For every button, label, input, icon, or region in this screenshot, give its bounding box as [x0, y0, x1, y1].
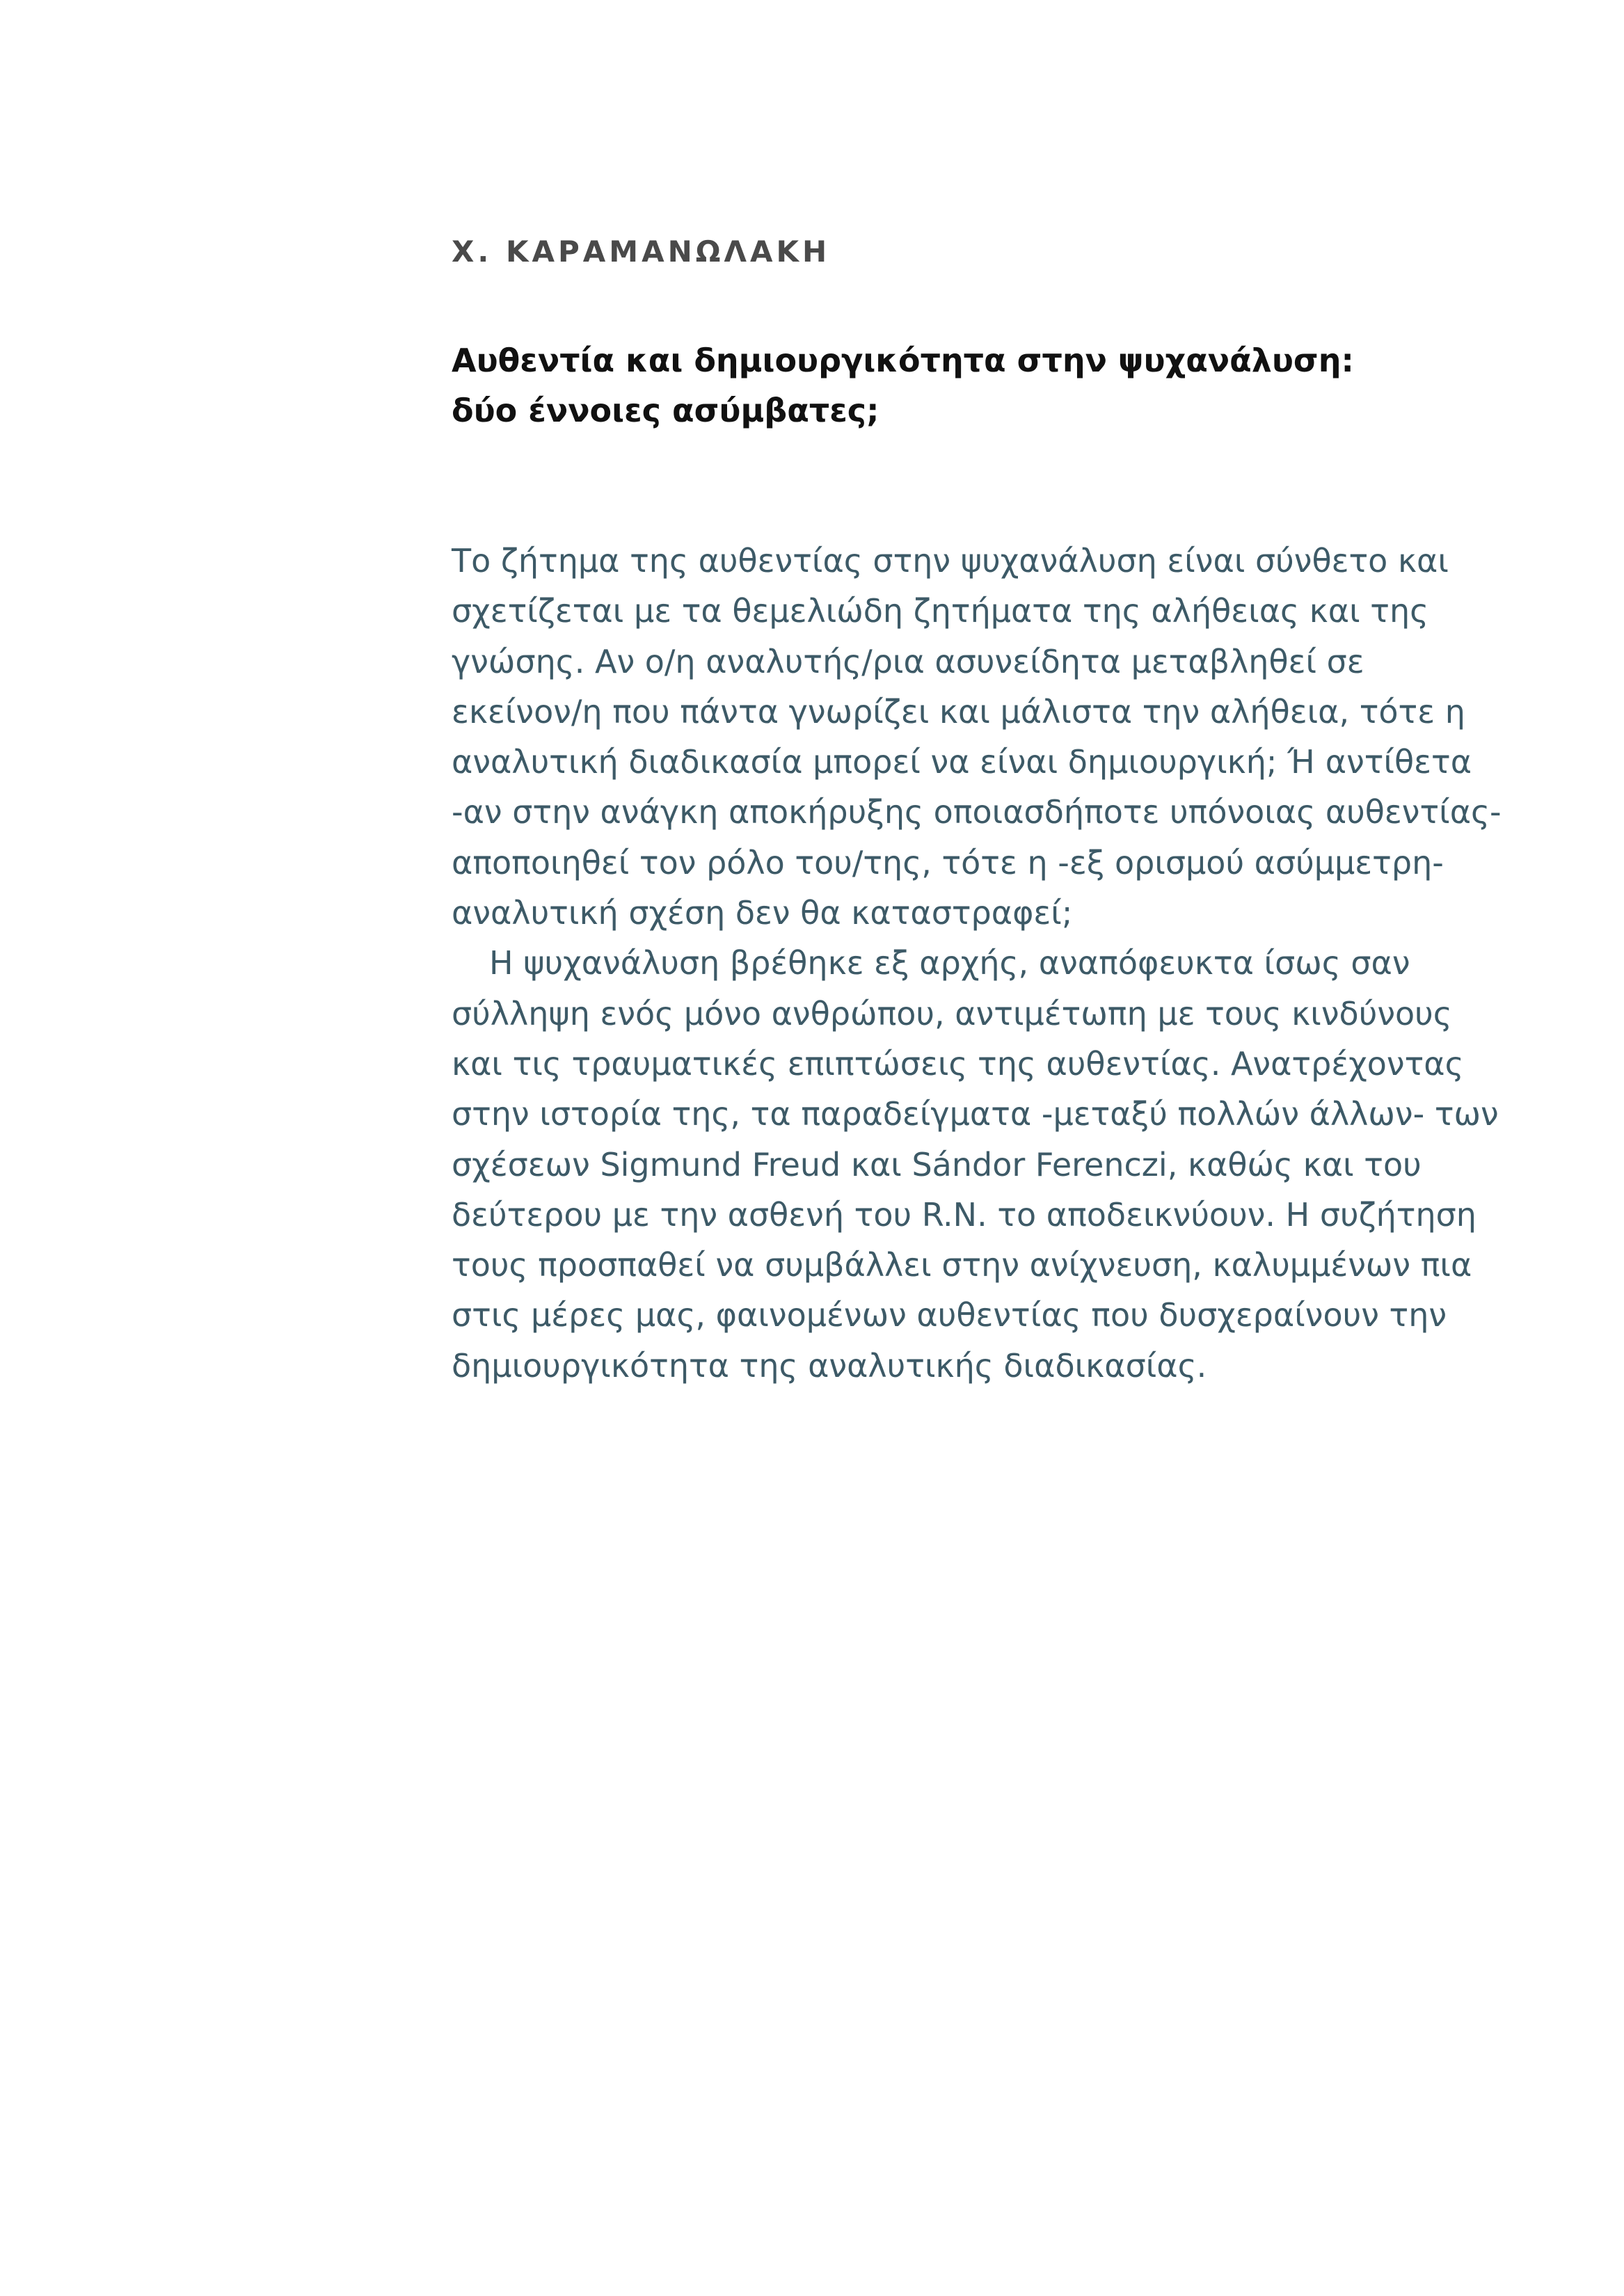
- abstract-line: τους προσπαθεί να συμβάλλει στην ανίχνευση, καλυμμένων πια: [452, 1246, 1472, 1284]
- abstract-line: δημιουργικότητα της αναλυτικής διαδικασίας.: [452, 1346, 1207, 1385]
- abstract-line: εκείνον/η που πάντα γνωρίζει και μάλιστα την αλήθεια, τότε η: [452, 692, 1465, 731]
- abstract-line: αποποιηθεί τον ρόλο του/της, τότε η -εξ ορισμού ασύμμετρη-: [452, 843, 1444, 882]
- abstract-line: αναλυτική διαδικασία μπορεί να είναι δημιουργική; Ή αντίθετα: [452, 743, 1472, 781]
- abstract-line: γνώσης. Αν ο/η αναλυτής/ρια ασυνείδητα μεταβληθεί σε: [452, 642, 1364, 680]
- abstract-line: αναλυτική σχέση δεν θα καταστραφεί;: [452, 894, 1073, 932]
- article-content: [452, 230, 1537, 1391]
- abstract-line: Η ψυχανάλυση βρέθηκε εξ αρχής, αναπόφευκτα ίσως σαν: [489, 944, 1410, 982]
- article-title-line: Αυθεντία και δημιουργικότητα στην ψυχανάλυση:: [452, 342, 1354, 379]
- author-name: Χ. ΚΑΡΑΜΑΝΩΛΑΚΗ: [452, 234, 831, 269]
- abstract-line: Το ζήτημα της αυθεντίας στην ψυχανάλυση είναι σύνθετο και: [452, 542, 1449, 580]
- abstract-line: στην ιστορία της, τα παραδείγματα -μεταξύ πολλών άλλων- των: [452, 1095, 1499, 1133]
- abstract-line: -αν στην ανάγκη αποκήρυξης οποιασδήποτε υπόνοιας αυθεντίας-: [452, 793, 1502, 831]
- article-title: [452, 335, 1537, 436]
- abstract-line: σύλληψη ενός μόνο ανθρώπου, αντιμέτωπη με τους κινδύνους: [452, 994, 1452, 1033]
- article-title-line: δύο έννοιες ασύμβατες;: [452, 392, 879, 429]
- abstract-line: δεύτερου με την ασθενή του R.N. το αποδεικνύουν. Η συζήτηση: [452, 1195, 1476, 1234]
- abstract-line: στις μέρες μας, φαινομένων αυθεντίας που δυσχεραίνουν την: [452, 1296, 1447, 1334]
- abstract-line: σχετίζεται με τα θεμελιώδη ζητήματα της αλήθειας και της: [452, 592, 1429, 630]
- abstract-line: και τις τραυματικές επιπτώσεις της αυθεντίας. Ανατρέχοντας: [452, 1044, 1464, 1083]
- abstract-text: [452, 536, 1537, 1391]
- abstract-line: σχέσεων Sigmund Freud και Sándor Ferenczi, καθώς και του: [452, 1145, 1422, 1183]
